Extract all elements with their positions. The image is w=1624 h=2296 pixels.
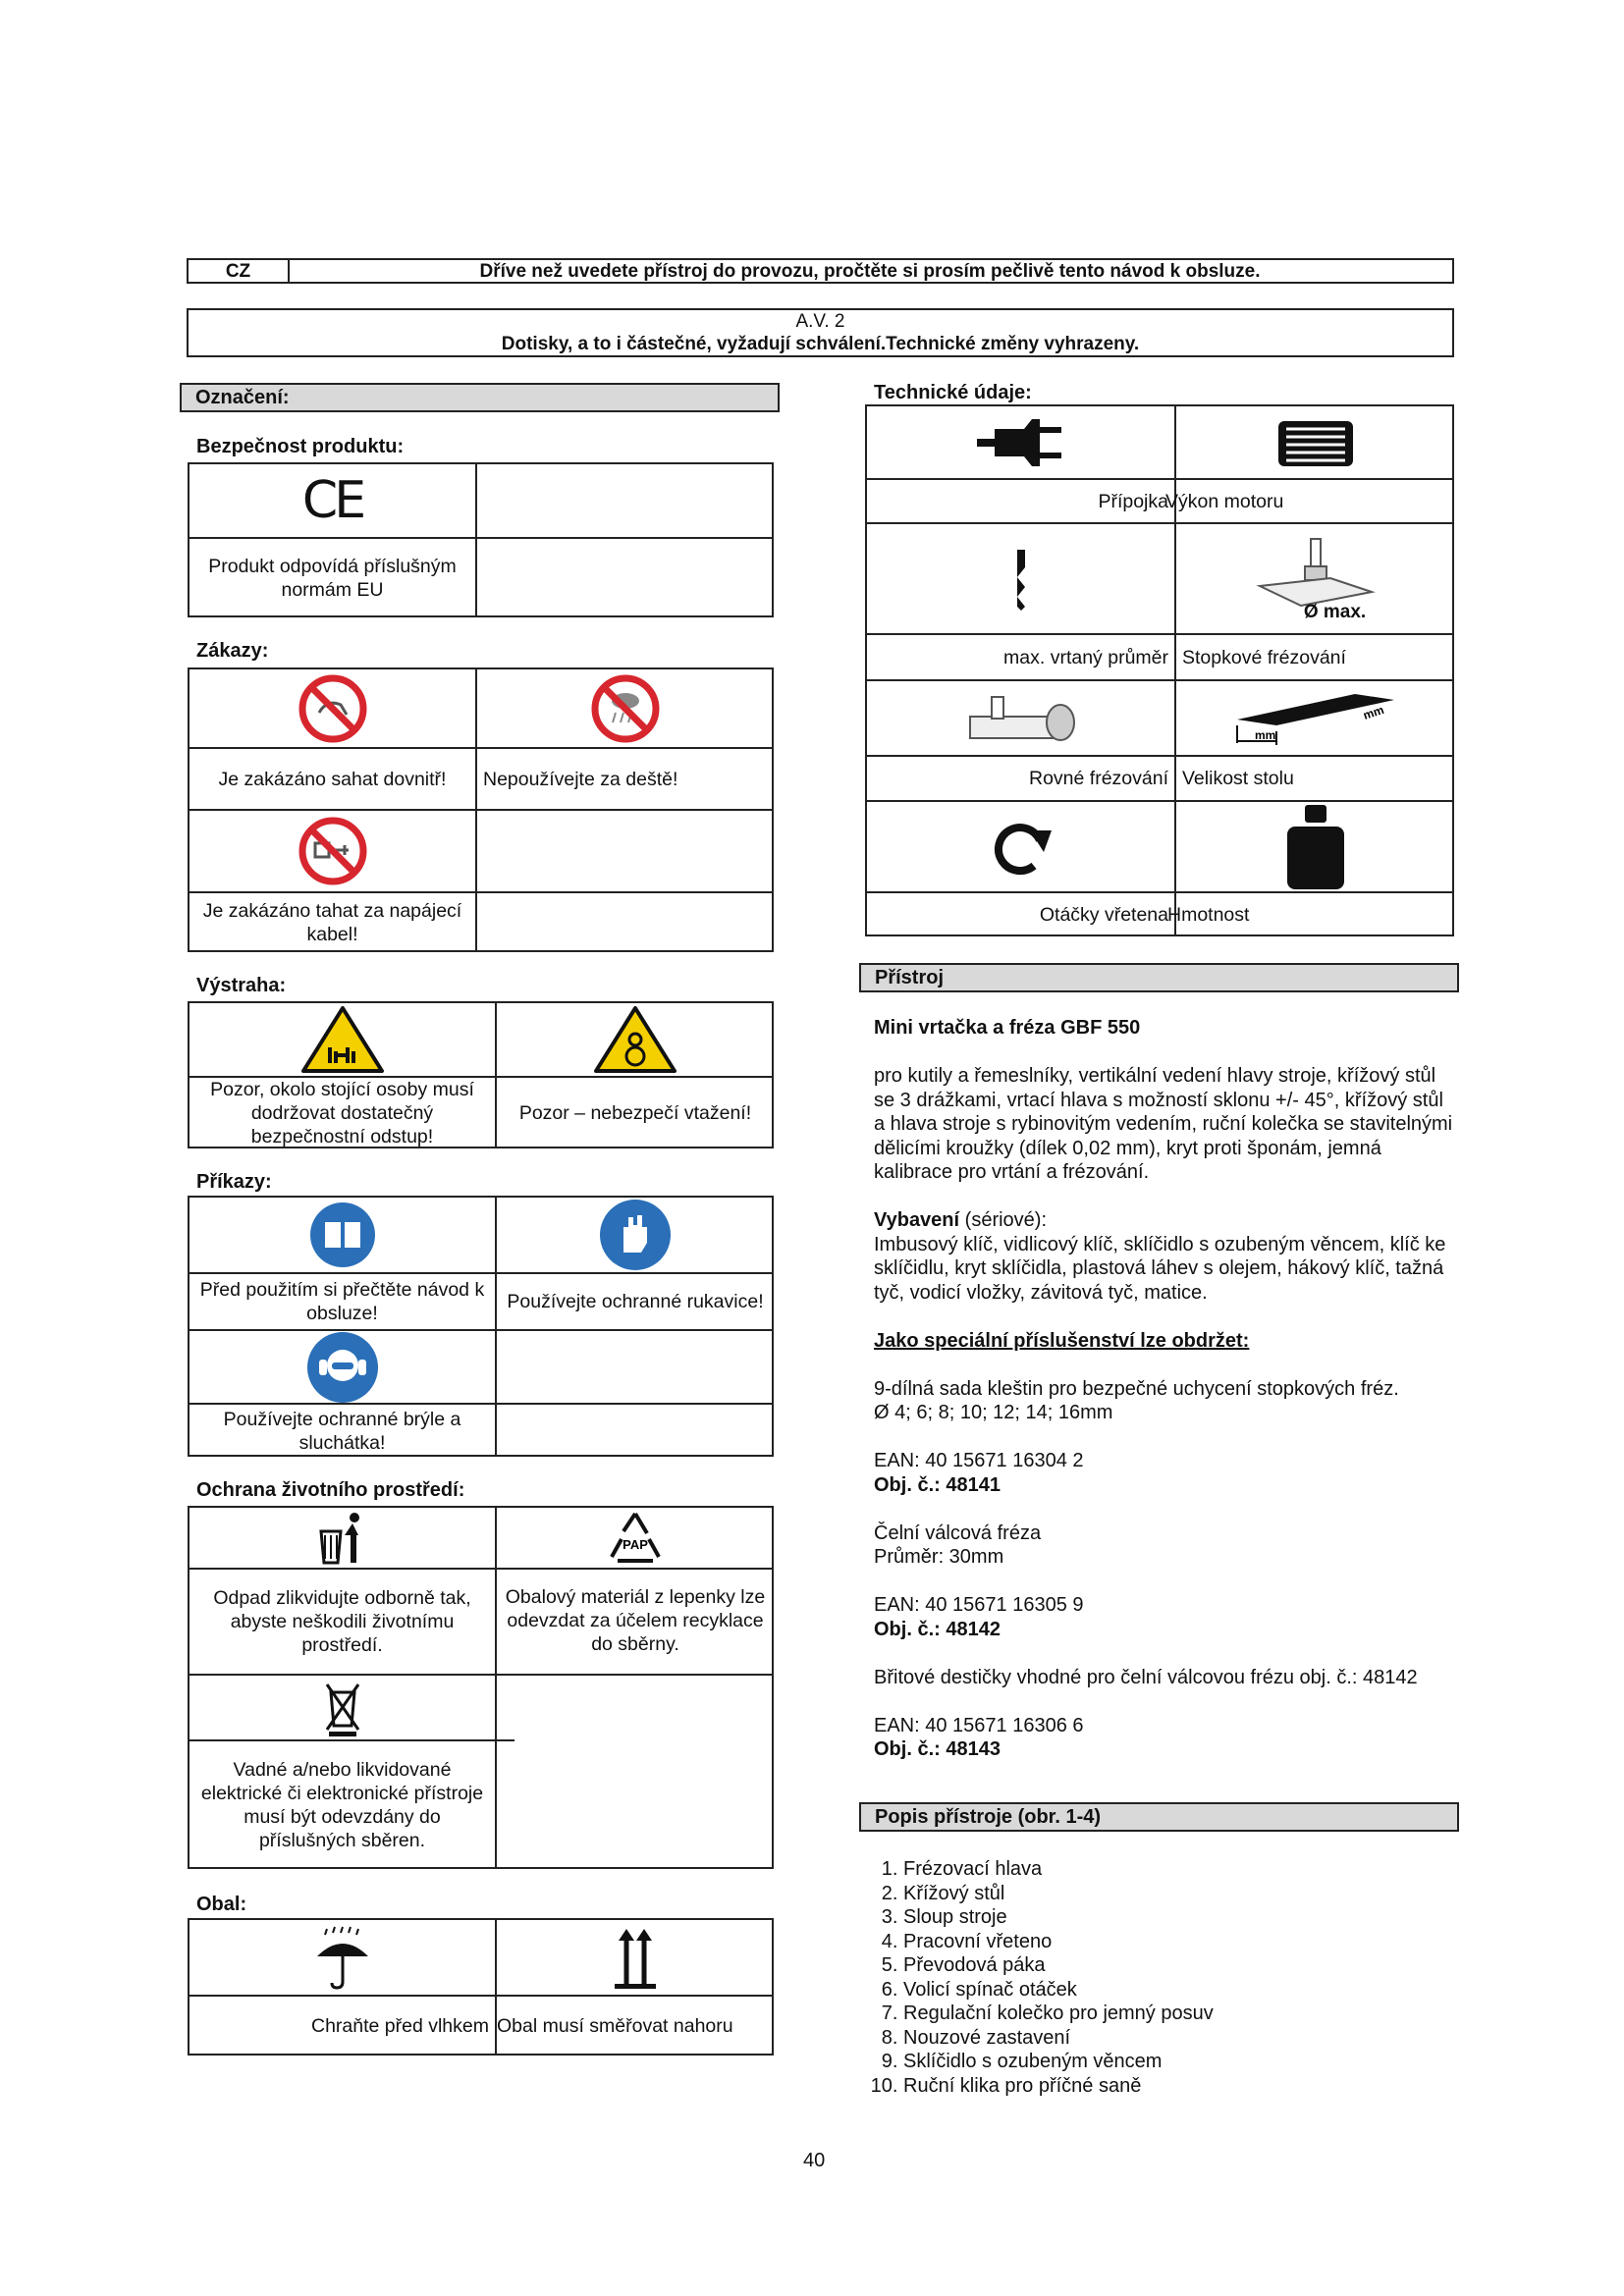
tech-label: Technické údaje:: [874, 382, 1032, 403]
list-item: 9. Sklíčidlo s ozubeným věncem: [903, 2050, 1453, 2074]
crossed-bin-icon: [189, 1676, 495, 1739]
mm-label-1: mm: [1254, 727, 1275, 742]
keep-dry-umbrella-icon: [189, 1920, 495, 1995]
bans-label: Zákazy:: [196, 640, 269, 662]
table-size-icon: [1176, 681, 1454, 755]
section-parts: Popis přístroje (obr. 1-4): [859, 1802, 1459, 1832]
goggles-earmuffs-icon: [189, 1331, 495, 1403]
list-item: 2. Křížový stůl: [903, 1882, 1453, 1906]
accessory-desc: Břitové destičky vhodné pro čelní válcovou frézu obj. č.: 48142: [874, 1666, 1418, 1688]
packaging-table: [188, 1918, 774, 2056]
diameter-max-label: Ø max.: [1303, 601, 1367, 622]
env-text-cardboard: Obalový materiál z lepenky lze odevzdat za účelem recyklace do sběrny.: [505, 1586, 766, 1655]
list-item: 6. Volicí spínač otáček: [903, 1978, 1453, 2002]
section-device: Přístroj: [859, 963, 1459, 992]
device-features: pro kutily a řemeslníky, vertikální vedení hlavy stroje, křížový stůl se 3 drážkami, vrtací hlava s možností sklonu +/- 45°, křížový stůl a hlava stroje s rybinovitým vedením, ruční kolečka se stavitelnými dělicími kroužky (dílek 0,02 mm), kryt proti šponám, jemná kalibrace pro vrtání a frézování.: [874, 1065, 1453, 1183]
no-rain-icon: [477, 669, 774, 747]
env-text-electronics: Vadné a/nebo likvidované elektrické či elektronické přístroje musí být odevzdány do příslušných sběren.: [200, 1759, 484, 1851]
no-pulling-cable-icon: [189, 811, 475, 891]
section-designation: Označení:: [180, 383, 780, 412]
environment-table: [188, 1506, 774, 1869]
order-text-goggles: Používejte ochranné brýle a sluchátka!: [223, 1408, 461, 1454]
this-way-up-icon: [497, 1920, 774, 1995]
ce-text: Produkt odpovídá příslušným normám EU: [208, 556, 457, 601]
tech-label-face-milling: Rovné frézování: [1029, 768, 1168, 789]
list-item: 5. Převodová páka: [903, 1953, 1453, 1978]
device-name: Mini vrtačka a fréza GBF 550: [874, 1017, 1141, 1039]
entanglement-warning-icon: [497, 1003, 774, 1076]
equipment-note: (sériové):: [964, 1209, 1048, 1231]
list-item: 3. Sloup stroje: [903, 1905, 1453, 1930]
version: A.V. 2: [795, 311, 845, 332]
page-number: 40: [803, 2150, 826, 2171]
tech-table: [865, 404, 1454, 936]
safety-label: Bezpečnost produktu:: [196, 436, 405, 457]
accessory-codes: EAN: 40 15671 16304 2 Obj. č.: 48141: [874, 1450, 1084, 1496]
motor-icon: [1176, 406, 1454, 478]
drill-bit-icon: [867, 524, 1174, 633]
language-code: CZ: [225, 261, 251, 282]
tech-label-max-drill: max. vrtaný průměr: [1003, 646, 1168, 668]
pack-text-dry: Chraňte před vlhkem: [310, 2015, 489, 2037]
ban-text-rain: Nepoužívejte za deště!: [483, 768, 678, 790]
pap-label: PAP: [623, 1536, 648, 1552]
end-milling-icon: [1176, 524, 1454, 633]
distance-warning-icon: [189, 1003, 495, 1076]
no-reaching-in-icon: [189, 669, 475, 747]
tech-label-motor-power: Výkon motoru: [1165, 490, 1284, 512]
equipment-label: Vybavení: [874, 1209, 960, 1231]
orders-label: Příkazy:: [196, 1171, 272, 1193]
tech-label-end-milling: Stopkové frézování: [1182, 646, 1346, 668]
orders-table: [188, 1196, 774, 1457]
parts-list: [874, 1857, 1453, 2098]
recycle-pap-icon: [497, 1508, 774, 1568]
weight-icon: [1176, 802, 1454, 891]
device-description: [874, 1016, 1453, 1786]
reprint-notice: Dotisky, a to i částečné, vyžadují schválení.Technické změny vyhrazeny.: [501, 334, 1140, 354]
equipment-block: [874, 1208, 1453, 1305]
warnings-label: Výstraha:: [196, 975, 287, 996]
header-notice-box: [187, 258, 1454, 284]
order-text-manual: Před použitím si přečtěte návod k obsluze!: [199, 1279, 485, 1324]
order-text-gloves: Používejte ochranné rukavice!: [507, 1291, 764, 1312]
gloves-icon: [497, 1198, 774, 1272]
pack-text-up: Obal musí směřovat nahoru: [497, 2015, 733, 2037]
list-item: 10. Ruční klika pro příčné saně: [903, 2074, 1453, 2099]
tech-label-table-size: Velikost stolu: [1182, 768, 1294, 789]
bans-table: [188, 667, 774, 952]
list-item: 7. Regulační kolečko pro jemný posuv: [903, 2002, 1453, 2026]
equipment-list: Imbusový klíč, vidlicový klíč, sklíčidlo s ozubeným věncem, klíč ke sklíčidlu, kryt sklíčidla, plastová láhev s olejem, hákový klíč, tažná tyč, vodicí vložky, závitová tyč, matice.: [874, 1233, 1446, 1304]
waste-bin-icon: [189, 1508, 495, 1568]
environment-label: Ochrana životního prostředí:: [196, 1479, 465, 1501]
face-milling-icon: [867, 681, 1174, 755]
warnings-table: [188, 1001, 774, 1148]
ban-text-reaching: Je zakázáno sahat dovnitř!: [218, 768, 447, 790]
spindle-speed-icon: [867, 802, 1174, 891]
mm-label-2: mm: [1361, 702, 1385, 722]
accessory-desc: 9-dílná sada kleštin pro bezpečné uchycení stopkových fréz. Ø 4; 6; 8; 10; 12; 14; 16mm: [874, 1377, 1399, 1423]
ban-text-cable: Je zakázáno tahat za napájecí kabel!: [202, 900, 462, 945]
list-item: 1. Frézovací hlava: [903, 1857, 1453, 1882]
version-box: [187, 308, 1454, 357]
ce-mark-icon: CE: [301, 471, 363, 530]
plug-icon: [867, 406, 1174, 478]
accessory-codes: EAN: 40 15671 16305 9 Obj. č.: 48142: [874, 1594, 1084, 1640]
safety-table: [188, 462, 774, 617]
accessory-codes: EAN: 40 15671 16306 6 Obj. č.: 48143: [874, 1714, 1084, 1760]
accessory-desc: Čelní válcová fréza Průměr: 30mm: [874, 1522, 1042, 1568]
list-item: 4. Pracovní vřeteno: [903, 1930, 1453, 1954]
accessories-label: Jako speciální příslušenství lze obdržet:: [874, 1329, 1250, 1352]
header-notice: Dříve než uvedete přístroj do provozu, pročtěte si prosím pečlivě tento návod k obsluze.: [479, 261, 1261, 282]
tech-label-weight: Hmotnost: [1167, 904, 1250, 926]
packaging-label: Obal:: [196, 1894, 247, 1915]
warning-text-entanglement: Pozor – nebezpečí vtažení!: [518, 1102, 752, 1124]
env-text-waste: Odpad zlikvidujte odborně tak, abyste neškodili životnímu prostředí.: [213, 1587, 471, 1656]
read-manual-icon: [189, 1198, 495, 1272]
tech-label-spindle-speed: Otáčky vřetena: [1039, 904, 1168, 926]
tech-label-connection: Přípojka: [1098, 490, 1168, 512]
list-item: 8. Nouzové zastavení: [903, 2026, 1453, 2051]
warning-text-distance: Pozor, okolo stojící osoby musí dodržovat dostatečný bezpečnostní odstup!: [210, 1079, 474, 1148]
